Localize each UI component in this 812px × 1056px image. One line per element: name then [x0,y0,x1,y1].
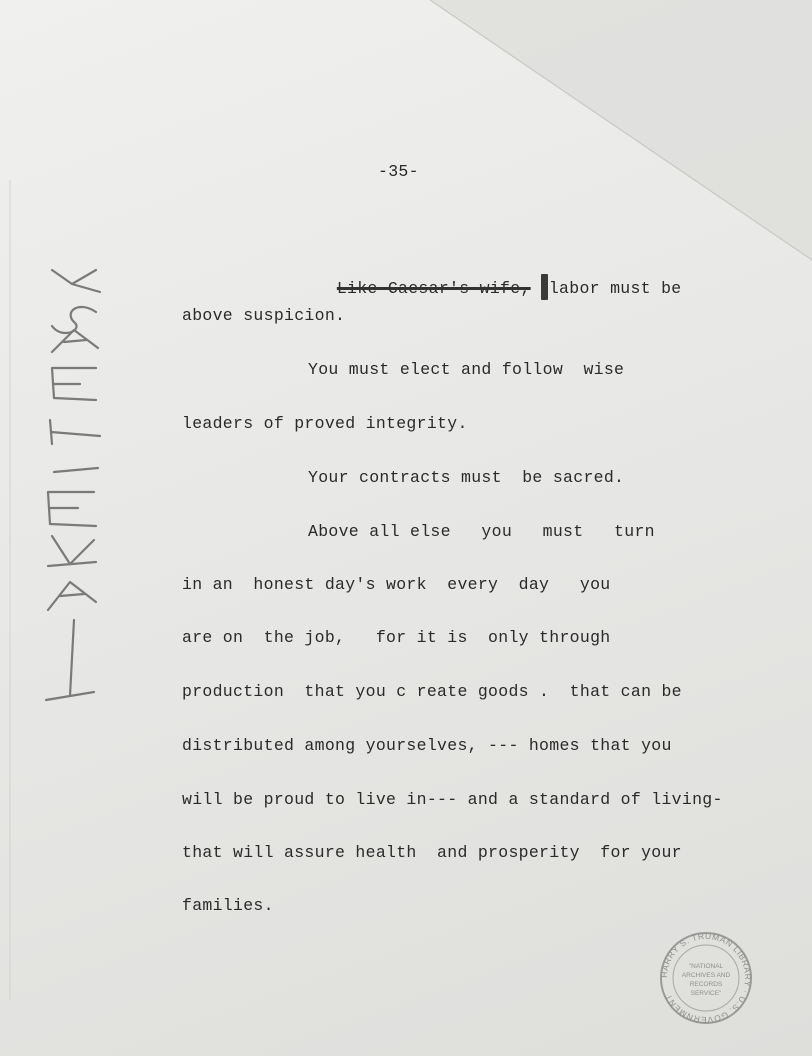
text-line-12: that will assure health and prosperity for your [182,843,682,862]
handwritten-margin-note [8,230,118,710]
stamp-inner-line-4: SERVICE" [690,990,722,997]
stamp-inner-line-2: ARCHIVES AND [681,972,731,979]
text-line-3: You must elect and follow wise [308,360,625,379]
text-line-5: Your contracts must be sacred. [308,468,625,487]
text-line-6: Above all else you must turn [308,522,655,541]
text-line-1 [296,254,681,320]
correction-mark [541,274,548,300]
stamp-outer-text: HARRY S. TRUMAN LIBRARY · U.S. GOVERNMENT [658,930,754,1026]
text-line-10: distributed among yourselves, --- homes that you [182,736,672,755]
text-line-2: above suspicion. [182,306,346,325]
text-line-9: production that you c reate goods . that can be [182,682,682,701]
page-number: -35- [378,162,419,181]
text-line-11: will be proud to live in--- and a standard of living- [182,790,723,809]
archive-stamp [658,930,754,1026]
struck-text: Like Caesar's wife, [336,279,531,298]
stamp-inner-line-3: RECORDS [689,981,723,988]
text-line-7: in an honest day's work every day you [182,575,611,594]
text-line-13: families. [182,896,274,915]
text-line-4: leaders of proved integrity. [182,414,468,433]
stamp-inner-line-1: "NATIONAL [688,963,724,970]
text-line-8: are on the job, for it is only through [182,628,611,647]
text-line-1-rest: labor must be [548,279,682,298]
